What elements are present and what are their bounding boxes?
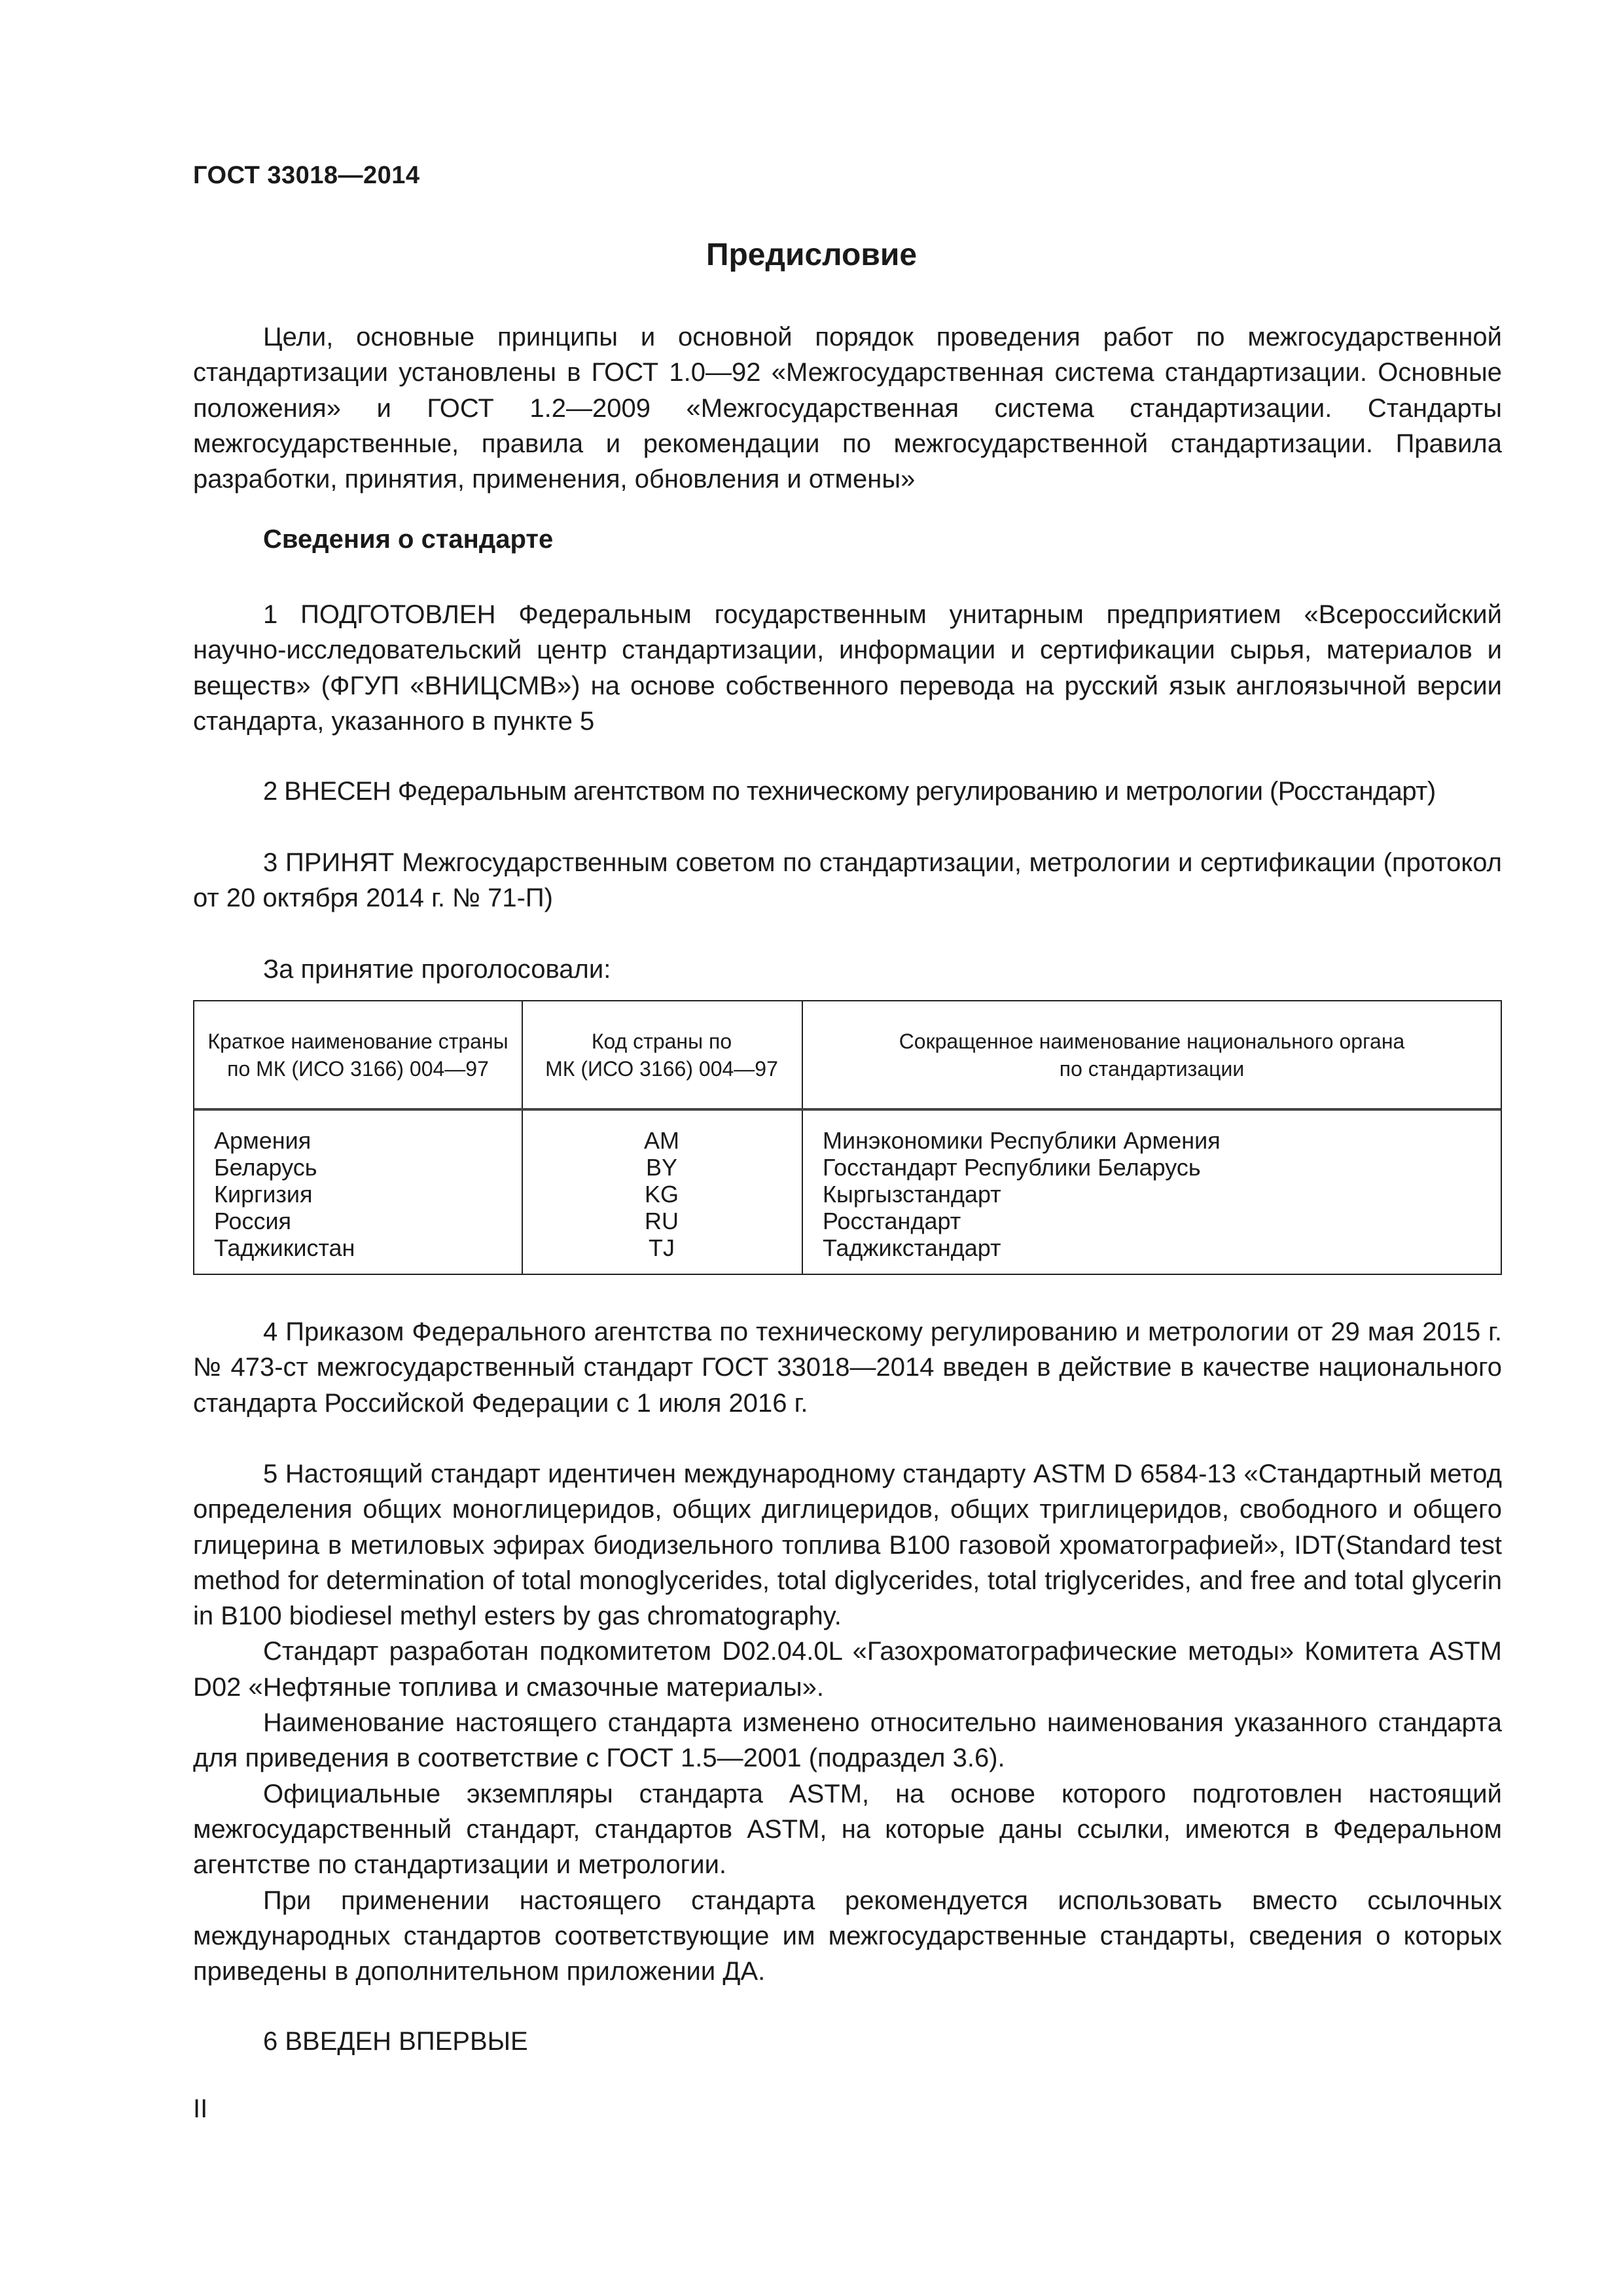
preface-paragraph [193,319,1502,497]
vote-intro-paragraph [193,952,1502,987]
table-header-rule [194,1108,1501,1111]
item-2-paragraph [193,774,1502,809]
table-cell: Росстандарт [823,1208,961,1234]
table-cell: TJ [649,1234,675,1261]
table-cell: Киргизия [214,1181,313,1208]
item-5-section [193,1456,1502,1989]
item-4-text: 4 Приказом Федерального агентства по техническому регулированию и метрологии от 29 мая 2015 г. № 473-ст межгосударственный стандарт ГОСТ 33018—2014 введен в действие в качестве национального стандарта Российской Федерации с 1 июля 2016 г. [193,1318,1502,1418]
item-5-text: 5 Настоящий стандарт идентичен международному стандарту ASTM D 6584-13 «Стандартный метод определения общих моноглицеридов, общих диглицеридов, общих триглицеридов, свободного и общего глицерина в метиловых эфирах биодизельного топлива В100 газовой хроматографией», IDT(Standard test method for determination of total monoglycerides, total diglycerides, total triglycerides, and free and total glycerin in B100 biodiesel methyl esters by gas chromatography. [193,1460,1502,1631]
table-cell: Минэкономики Республики Армения [823,1127,1221,1154]
table-cell: AM [644,1127,679,1154]
table-cell: BY [645,1154,678,1181]
column-code [522,1127,802,1261]
item-4-paragraph [193,1314,1502,1421]
header-line: Краткое наименование страны [207,1030,508,1053]
item-5-committee-text: Стандарт разработан подкомитетом D02.04.0L «Газохроматографические методы» Комитета ASTM D02 «Нефтяные топлива и смазочные материалы». [193,1637,1502,1702]
item-5-official-copies-text: Официальные экземпляры стандарта ASTM, на основе которого подготовлен настоящий межгосударственный стандарт, стандартов ASTM, на которые даны ссылки, имеются в Федеральном агентстве по стандартизации и метрологии. [193,1779,1502,1880]
item-6-paragraph [193,2024,1502,2059]
table-cell: Таджикстандарт [823,1234,1001,1261]
vote-table [193,1000,1502,1275]
page-title: Предисловие [705,238,918,272]
table-cell: Беларусь [214,1154,317,1181]
header-line: Сокращенное наименование национального органа [899,1030,1405,1053]
column-country [214,1127,355,1261]
item-1-paragraph [193,597,1502,739]
table-header-country [194,1028,522,1083]
preface-text: Цели, основные принципы и основной порядок проведения работ по межгосударственной стандартизации установлены в ГОСТ 1.0—92 «Межгосударственная система стандартизации. Основные положения» и ГОСТ 1.2—2009 «Межгосударственная система стандартизации. Стандарты межгосударственные, правила и рекомендации по межгосударственной стандартизации. Правила разработки, принятия, применения, обновления и отмены» [193,323,1502,494]
item-2-text: 2 ВНЕСЕН Федеральным агентством по техническому регулированию и метрологии (Росстандарт) [263,777,1436,806]
item-3-text: 3 ПРИНЯТ Межгосударственным советом по стандартизации, метрологии и сертификации (протокол от 20 октября 2014 г. № 71-П) [193,848,1502,913]
header-line: по стандартизации [1059,1057,1245,1081]
document-code: ГОСТ 33018—2014 [193,162,420,189]
table-header-code [522,1028,802,1083]
table-header-body [802,1028,1502,1083]
vote-intro-text: За принятие проголосовали: [263,955,611,984]
table-cell: Таджикистан [214,1234,355,1261]
item-3-paragraph [193,845,1502,916]
page-number: II [193,2094,208,2123]
item-6-text: 6 ВВЕДЕН ВПЕРВЫЕ [263,2027,528,2056]
table-cell: RU [645,1208,679,1234]
table-cell: Россия [214,1208,292,1234]
header-line: Код страны по [591,1030,732,1053]
header-line: по МК (ИСО 3166) 004—97 [227,1057,489,1081]
table-cell: Армения [214,1127,312,1154]
item-5-name-change-text: Наименование настоящего стандарта изменено относительно наименования указанного стандарта для приведения в соответствие с ГОСТ 1.5—2001 (подраздел 3.6). [193,1708,1502,1773]
item-1-text: 1 ПОДГОТОВЛЕН Федеральным государственным унитарным предприятием «Всероссийский научно-исследовательский центр стандартизации, информации и сертификации сырья, материалов и веществ» (ФГУП «ВНИЦСМВ») на основе собственного перевода на русский язык англоязычной версии стандарта, указанного в пункте 5 [193,600,1502,736]
item-5-application-text: При применении настоящего стандарта рекомендуется использовать вместо ссылочных международных стандартов соответствующие им межгосударственные стандарты, сведения о которых приведены в дополнительном приложении ДА. [193,1886,1502,1986]
table-cell: Кыргызстандарт [823,1181,1001,1208]
header-line: МК (ИСО 3166) 004—97 [545,1057,778,1081]
section-subheading: Сведения о стандарте [263,525,554,554]
table-cell: KG [644,1181,679,1208]
table-cell: Госстандарт Республики Беларусь [823,1154,1201,1181]
column-body [823,1127,1221,1261]
